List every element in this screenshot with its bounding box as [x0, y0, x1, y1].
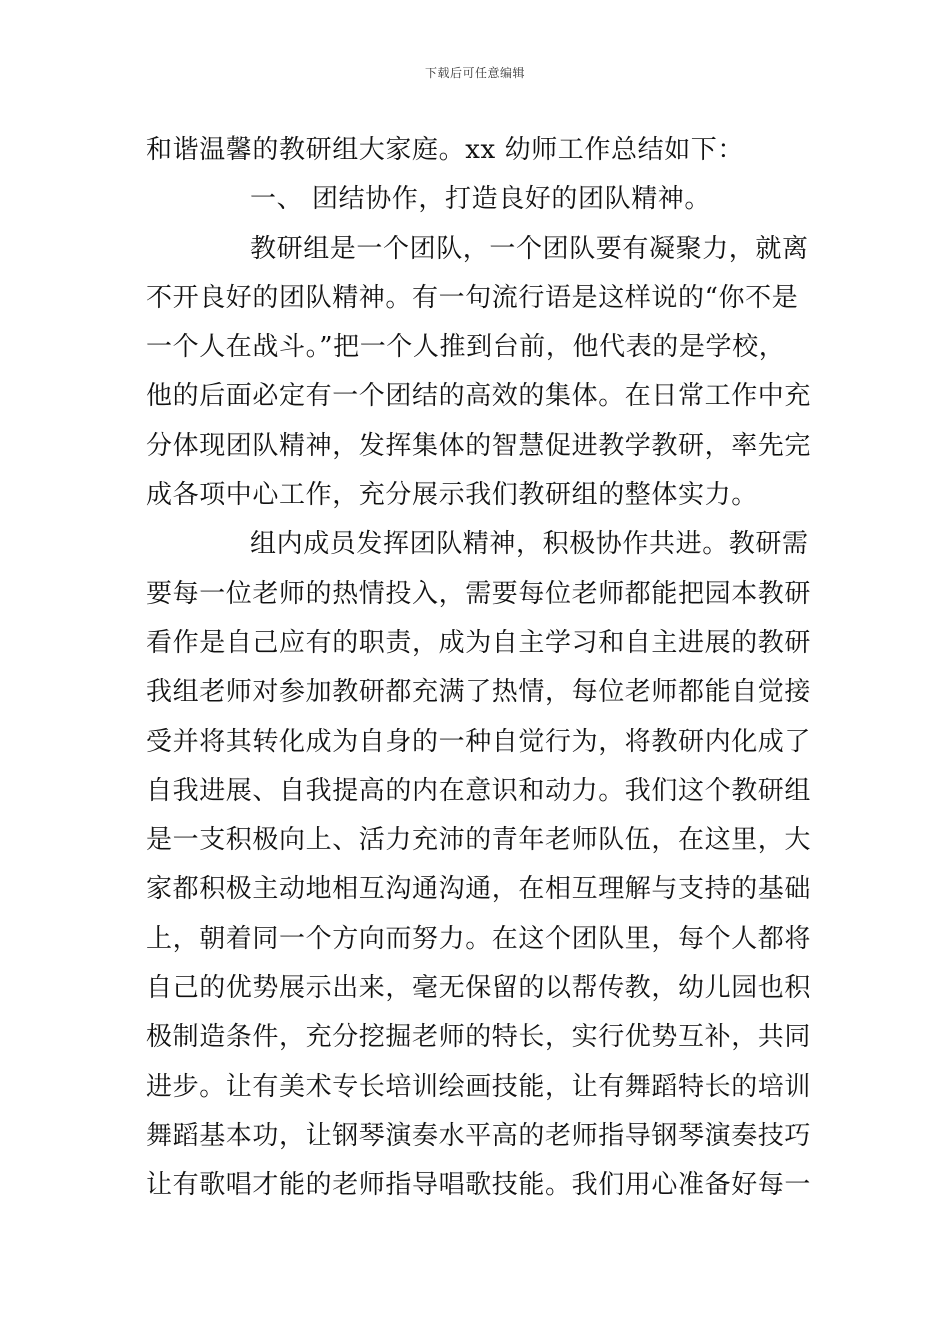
paragraph-first-line: 教研组是一个团队，一个团队要有凝聚力，就离	[250, 233, 809, 264]
text-line: 自我进展、自我提高的内在意识和动力。我们这个教研组	[146, 775, 812, 806]
document-body	[146, 126, 812, 1211]
text-line: 极制造条件，充分挖掘老师的特长，实行优势互补，共同	[146, 1022, 812, 1053]
text-line: 自己的优势展示出来，毫无保留的以帮传教，幼儿园也积	[146, 973, 812, 1004]
text-line: 他的后面必定有一个团结的高效的集体。在日常工作中充	[146, 381, 812, 412]
text-line: 看作是自己应有的职责，成为自主学习和自主进展的教研	[146, 627, 812, 658]
text-line: 一个人在战斗。”把一个人推到台前，他代表的是学校，	[146, 332, 786, 363]
text-line: 分体现团队精神，发挥集体的智慧促进教学教研，率先完	[146, 430, 812, 461]
text-line: 家都积极主动地相互沟通沟通，在相互理解与支持的基础	[146, 874, 812, 905]
text-line: 舞蹈基本功，让钢琴演奏水平高的老师指导钢琴演奏技巧	[146, 1120, 812, 1151]
paragraph-first-line: 组内成员发挥团队精神，积极协作共进。教研需	[250, 529, 809, 560]
text-line: 上，朝着同一个方向而努力。在这个团队里，每个人都将	[146, 923, 812, 954]
text-line: 要每一位老师的热情投入，需要每位老师都能把园本教研	[146, 578, 812, 609]
text-line: 成各项中心工作，充分展示我们教研组的整体实力。	[146, 480, 758, 511]
section-heading	[146, 175, 812, 224]
text-line: 和谐温馨的教研组大家庭。xx 幼师工作总结如下：	[146, 135, 744, 165]
text-line: 我组老师对参加教研都充满了热情，每位老师都能自觉接	[146, 677, 812, 708]
section-title: 团结协作，打造良好的团队精神。	[312, 184, 712, 215]
text-line: 是一支积极向上、活力充沛的青年老师队伍，在这里，大	[146, 825, 812, 856]
page-header: 下载后可任意编辑	[424, 66, 525, 80]
text-line: 进步。让有美术专长培训绘画技能，让有舞蹈特长的培训	[146, 1071, 812, 1102]
section-number: 一、	[250, 184, 304, 215]
text-line: 受并将其转化成为自身的一种自觉行为，将教研内化成了	[146, 726, 812, 757]
text-line: 让有歌唱才能的老师指导唱歌技能。我们用心准备好每一	[146, 1170, 812, 1201]
text-line: 不开良好的团队精神。有一句流行语是这样说的“你不是	[146, 282, 799, 313]
